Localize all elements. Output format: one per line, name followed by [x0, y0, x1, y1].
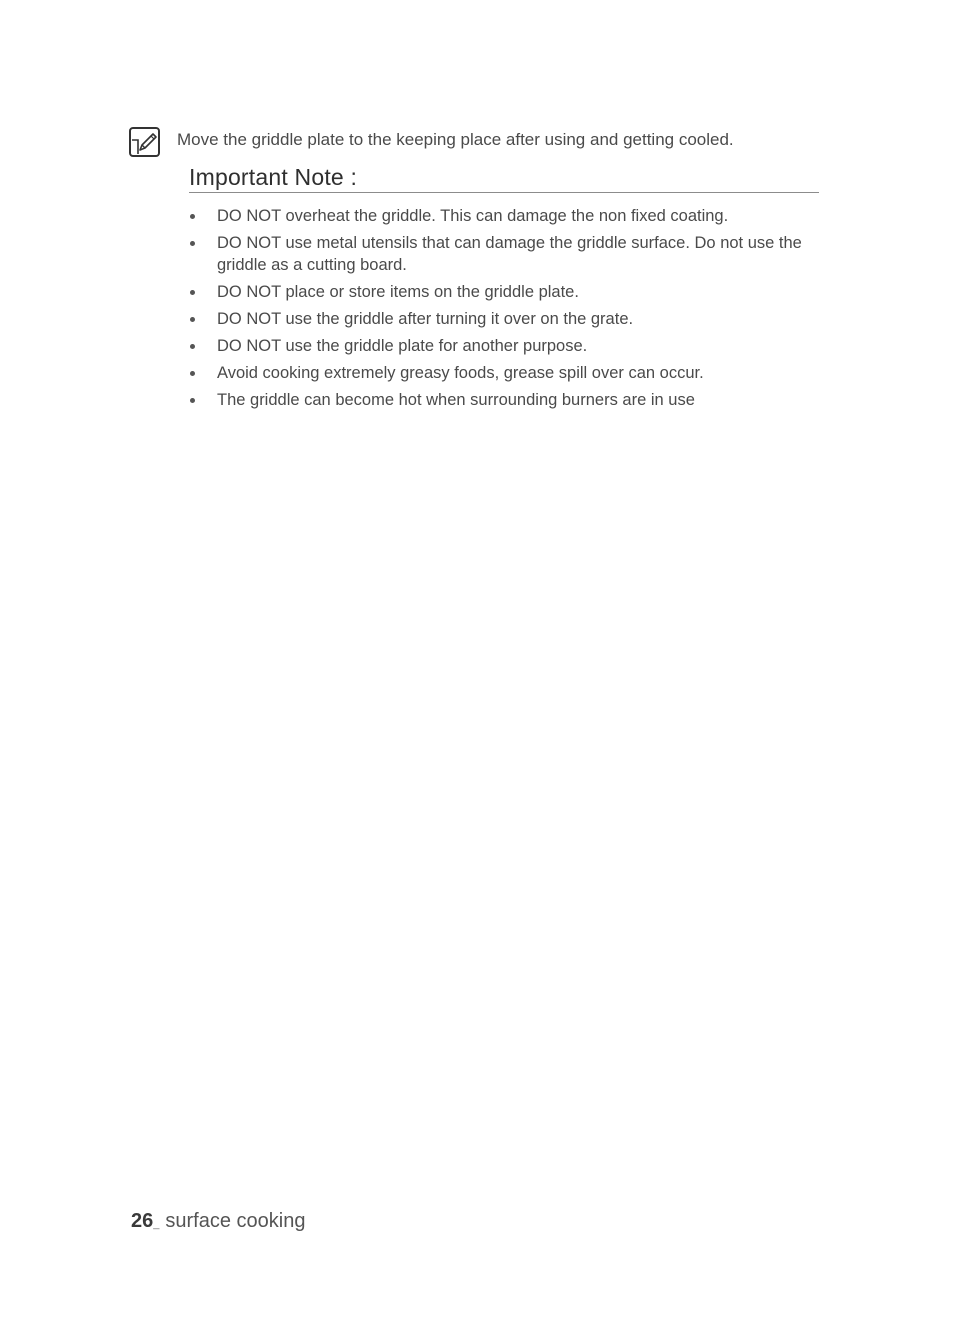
- list-item-text: DO NOT place or store items on the griddle plate.: [217, 283, 579, 301]
- list-item: [189, 232, 819, 276]
- list-item: [189, 362, 819, 384]
- bullet-dot: [190, 398, 195, 403]
- list-item-text: DO NOT use metal utensils that can damage the griddle surface. Do not use the griddle as a cutting board.: [217, 234, 802, 274]
- list-item: [189, 205, 819, 227]
- important-note-section: [189, 162, 819, 416]
- list-item-text: DO NOT use the griddle plate for another purpose.: [217, 337, 588, 355]
- note-row: [128, 126, 828, 160]
- list-item-text: DO NOT overheat the griddle. This can damage the non fixed coating.: [217, 207, 729, 225]
- bullet-dot: [190, 371, 195, 376]
- page-footer: [131, 1208, 305, 1237]
- list-item: [189, 308, 819, 330]
- page-number: 26: [131, 1210, 154, 1232]
- bullet-dot: [190, 290, 195, 295]
- bullet-dot: [190, 214, 195, 219]
- bullet-dot: [190, 344, 195, 349]
- list-item: [189, 389, 819, 411]
- list-item-text: DO NOT use the griddle after turning it over on the grate.: [217, 310, 634, 328]
- bullet-list: [189, 205, 819, 411]
- bullet-dot: [190, 317, 195, 322]
- page-separator: _: [153, 1218, 160, 1230]
- section-name: surface cooking: [165, 1210, 306, 1232]
- list-item: [189, 281, 819, 303]
- note-text: Move the griddle plate to the keeping place after using and getting cooled.: [177, 130, 734, 149]
- section-title: Important Note :: [189, 162, 819, 193]
- list-item-text: The griddle can become hot when surrounding burners are in use: [217, 391, 695, 409]
- note-pencil-icon: [128, 126, 162, 160]
- list-item: [189, 335, 819, 357]
- list-item-text: Avoid cooking extremely greasy foods, grease spill over can occur.: [217, 364, 704, 382]
- bullet-dot: [190, 241, 195, 246]
